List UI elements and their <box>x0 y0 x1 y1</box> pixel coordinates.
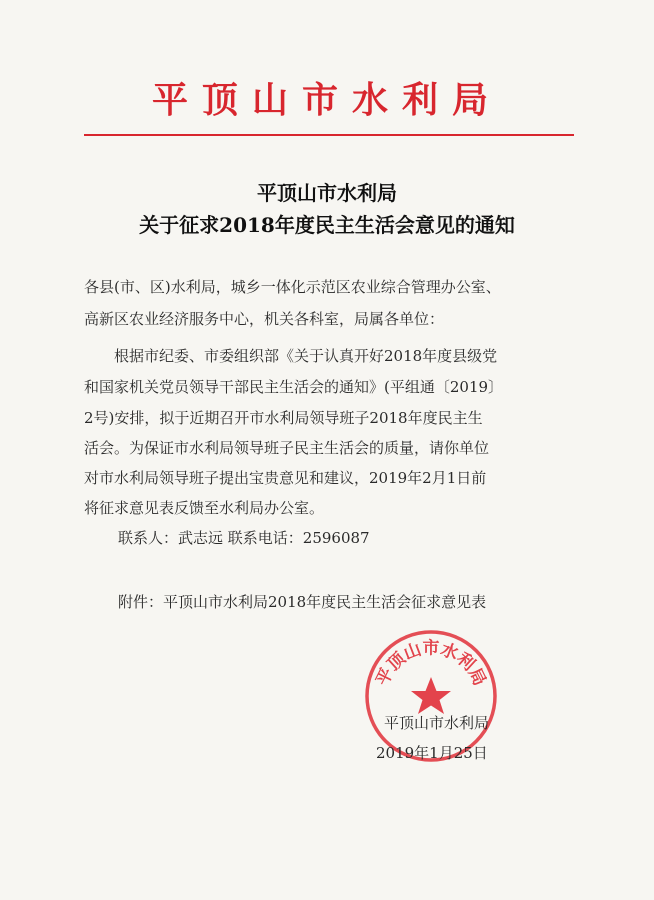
signature-date: 2019年1月25日 <box>376 744 488 762</box>
body-paragraph-line5: 对市水利局领导班子提出宝贵意见和建议，2019年2月1日前 <box>84 469 487 487</box>
body-paragraph-line1: 根据市纪委、市委组织部《关于认真开好2018年度县级党 <box>114 347 498 365</box>
attachment-line: 附件：平顶山市水利局2018年度民主生活会征求意见表 <box>118 593 487 611</box>
notice-title-line1: 平顶山市水利局 <box>257 181 397 205</box>
body-paragraph-line2: 和国家机关党员领导干部民主生活会的通知》(平组通〔2019〕 <box>84 378 504 396</box>
addressee-line1: 各县(市、区)水利局，城乡一体化示范区农业综合管理办公室、 <box>84 278 501 296</box>
notice-title-line2: 关于征求2018年度民主生活会意见的通知 <box>139 213 515 237</box>
seal-star-icon <box>411 677 451 714</box>
seal-text: 平顶山市水利局 <box>372 638 490 690</box>
body-paragraph-line4: 活会。为保证市水利局领导班子民主生活会的质量，请你单位 <box>84 439 490 457</box>
letterhead-title: 平顶山市水利局 <box>151 79 502 121</box>
letterhead-divider <box>84 134 574 136</box>
body-paragraph-line6: 将征求意见表反馈至水利局办公室。 <box>84 499 325 517</box>
body-paragraph-line3: 2号)安排，拟于近期召开市水利局领导班子2018年度民主生 <box>84 409 483 427</box>
contact-line: 联系人：武志远 联系电话：2596087 <box>118 529 370 547</box>
signature-org: 平顶山市水利局 <box>384 714 490 732</box>
addressee-line2: 高新区农业经济服务中心，机关各科室，局属各单位： <box>84 310 445 328</box>
